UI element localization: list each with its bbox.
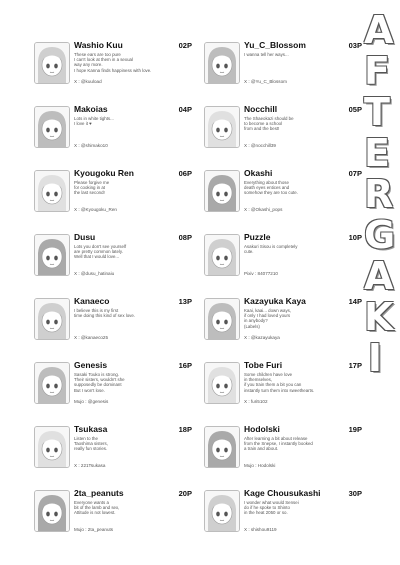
artist-message: Please forgive me for cooking in at the last second! xyxy=(74,180,110,196)
artist-handle: X : shishou9119 xyxy=(244,527,277,532)
artist-handle: X : @kanaeco25 xyxy=(74,335,109,340)
artist-entry xyxy=(34,168,192,232)
page-number: 17P xyxy=(348,361,362,370)
artist-avatar-image xyxy=(204,362,240,404)
artist-name: Tobe Furi xyxy=(244,360,283,370)
artist-message: I wonder what would Sensei do if he spoke to Shinto in the heat 2050 or so. xyxy=(244,500,299,516)
artist-name: 2ta_peanuts xyxy=(74,488,124,498)
artist-avatar-image xyxy=(34,490,70,532)
title-letter: G xyxy=(364,213,396,257)
page-number: 13P xyxy=(178,297,192,306)
right-column xyxy=(204,40,362,552)
artist-handle: X : furi5102 xyxy=(244,399,268,404)
artist-avatar-image xyxy=(204,106,240,148)
artist-name: Yu_C_Blossom xyxy=(244,40,306,50)
page-number: 03P xyxy=(348,41,362,50)
artist-message: The Shaeokazi should be to become a school from and the best! xyxy=(244,116,294,132)
title-letter: I xyxy=(367,336,383,380)
page-number: 14P xyxy=(348,297,362,306)
artist-avatar-image xyxy=(204,426,240,468)
page-number: 05P xyxy=(348,105,362,114)
artist-handle: X : @kuuload xyxy=(74,79,102,84)
artist-message: After learning a bit about release from the Snepse, I instantly booked a train and about. xyxy=(244,436,313,452)
artist-avatar-image xyxy=(34,298,70,340)
artist-avatar-image xyxy=(34,42,70,84)
artist-entry xyxy=(34,488,192,552)
artist-message: Lots you don't see yourself are pretty common lately. Well that I would love... xyxy=(74,244,127,260)
page-number: 30P xyxy=(348,489,362,498)
page-number: 06P xyxy=(178,169,192,178)
artist-entry xyxy=(204,296,362,360)
artist-name: Puzzle xyxy=(244,232,271,242)
artist-entry xyxy=(34,232,192,296)
artist-handle: X : @Kyougoku_Ren xyxy=(74,207,117,212)
artist-name: Okashi xyxy=(244,168,273,178)
artist-handle: X : @dusu_hatinaiu xyxy=(74,271,115,276)
artist-name: Hodolski xyxy=(244,424,280,434)
artist-entry xyxy=(204,168,362,232)
page-number: 19P xyxy=(348,425,362,434)
artist-handle: Pixiv : 84077210 xyxy=(244,271,278,276)
artist-entry xyxy=(34,424,192,488)
artist-avatar-image xyxy=(34,362,70,404)
artist-handle: Mujo : Hodolski xyxy=(244,463,276,468)
artist-entry xyxy=(34,104,192,168)
artist-message: I believe this is my first time doing this kind of sex love. xyxy=(74,308,136,319)
artist-handle: X : @shimako10 xyxy=(74,143,108,148)
vertical-title xyxy=(364,8,396,380)
title-letter: E xyxy=(364,131,390,175)
artist-name: Nocchill xyxy=(244,104,278,114)
artist-entry xyxy=(34,360,192,424)
page-number: 18P xyxy=(178,425,192,434)
artist-message: Everyone wants a bit of the lamb and sex, Attitude is not lowest. xyxy=(74,500,120,516)
artist-message: Kaai, kaai... down ways, if only I had loved yours in anybody? (Labels) xyxy=(244,308,292,329)
artist-message: These ears are too pure I can't look at them in a sexual way any more. I hope Kanna finds happiness with love. xyxy=(74,52,152,73)
artist-entry xyxy=(204,232,362,296)
artist-avatar-image xyxy=(204,170,240,212)
artist-name: Makoias xyxy=(74,104,108,114)
title-letter: K xyxy=(364,295,394,339)
title-letter: A xyxy=(364,8,394,52)
page-number: 20P xyxy=(178,489,192,498)
artist-entry xyxy=(204,40,362,104)
artist-avatar-image xyxy=(34,426,70,468)
artist-entry xyxy=(204,424,362,488)
artist-message: I wanna tell her ways... xyxy=(244,52,289,57)
artist-name: Kage Chousukashi xyxy=(244,488,321,498)
title-letter: R xyxy=(364,172,394,216)
artist-handle: Mujo : @genesis xyxy=(74,399,109,404)
artist-handle: X : @Yu_C_Blossom xyxy=(244,79,287,84)
artist-name: Tsukasa xyxy=(74,424,108,434)
artist-name: Dusu xyxy=(74,232,96,242)
artist-avatar-image xyxy=(34,170,70,212)
page-number: 04P xyxy=(178,105,192,114)
artist-handle: X : 221Tsukasa xyxy=(74,463,106,468)
artist-avatar-image xyxy=(34,234,70,276)
artist-message: Sasaki Touko is strong. Their sisters, wouldn't she supposedly be dominant But I won't lose. xyxy=(74,372,125,393)
artist-name: Kyougoku Ren xyxy=(74,168,134,178)
artist-handle: X : @kazayukaya xyxy=(244,335,280,340)
artist-avatar-image xyxy=(204,298,240,340)
artist-name: Kazayuka Kaya xyxy=(244,296,306,306)
page-number: 07P xyxy=(348,169,362,178)
title-letter: F xyxy=(364,49,390,93)
artist-entry xyxy=(34,40,192,104)
artist-message: Asakuri Sisou is completely cute. xyxy=(244,244,298,255)
artist-message: Some children have love in themselves, if you train them a bit you can instantly turn them into sweethearts. xyxy=(244,372,315,393)
artist-avatar-image xyxy=(204,42,240,84)
page-number: 16P xyxy=(178,361,192,370)
artist-avatar-image xyxy=(34,106,70,148)
artist-entry xyxy=(34,296,192,360)
artist-entry xyxy=(204,104,362,168)
title-letter: A xyxy=(364,254,394,298)
artist-message: Listen to the Taoshima sisters, really fun stories. xyxy=(74,436,108,452)
artist-name: Kanaeco xyxy=(74,296,110,306)
artist-name: Washio Kuu xyxy=(74,40,123,50)
artist-handle: X : @nocchill39 xyxy=(244,143,276,148)
artist-handle: Mujo : 2ta_peanuts xyxy=(74,527,114,532)
artist-entry xyxy=(204,360,362,424)
artist-avatar-image xyxy=(204,490,240,532)
left-column xyxy=(34,40,192,552)
artist-name: Genesis xyxy=(74,360,108,370)
page-number: 08P xyxy=(178,233,192,242)
artist-message: Lots in white tights... I love it ♥ xyxy=(74,116,114,127)
page-number: 10P xyxy=(348,233,362,242)
page-number: 02P xyxy=(178,41,192,50)
artist-entry xyxy=(204,488,362,552)
artist-avatar-image xyxy=(204,234,240,276)
artist-handle: X : @Okashi_pops xyxy=(244,207,283,212)
artist-message: Everything about those death eyes entices and somehow they are too cute. xyxy=(244,180,298,196)
title-letter: T xyxy=(364,90,390,134)
